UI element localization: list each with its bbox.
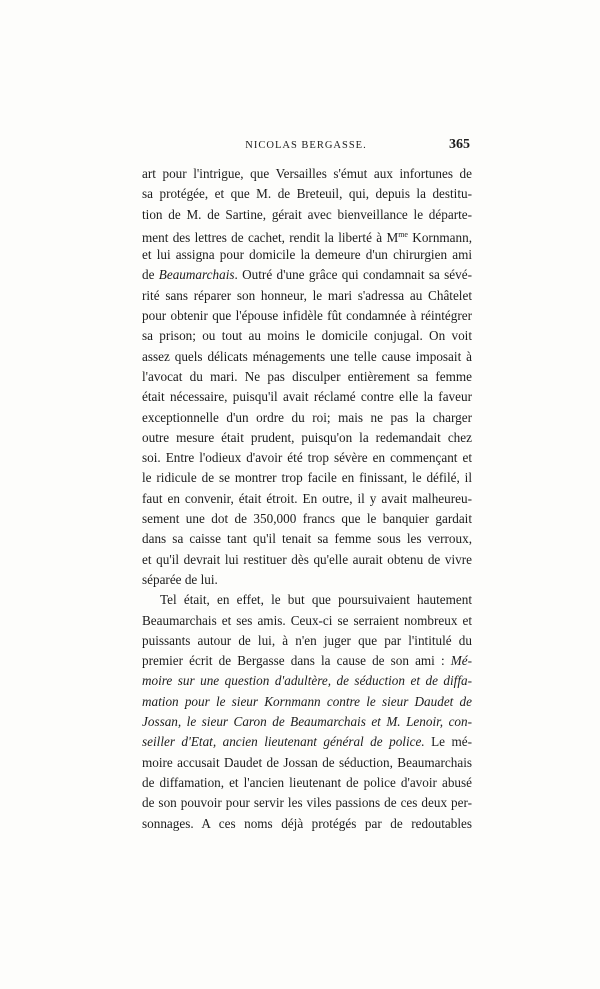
italic-line: mation pour le sieur Kornmann contre le sieur Daudet de [142,693,472,709]
text-line: dans sa caisse tant qu'il tenait sa femme sous les verroux, [142,531,472,547]
text-line: le ridicule de se montrer trop facile en finissant, le défilé, il [142,470,472,486]
italic-line: Jossan, le sieur Caron de Beaumarchais et M. Lenoir, con- [142,714,472,730]
page-number: 365 [449,137,470,152]
text-line: séparée de lui. [142,571,218,587]
text-line [142,225,472,245]
text-line: Beaumarchais et ses amis. Ceux-ci se serraient nombreux et [142,612,472,628]
text-line: rité sans réparer son honneur, le mari s'adressa au Châtelet [142,287,472,303]
text-line: et qu'il devrait lui restituer dès qu'elle aurait obtenu de vivre [142,551,472,567]
italic-segment: Mé- [450,653,472,669]
text-line: soi. Entre l'odieux d'avoir été trop sévère en commençant et [142,450,472,466]
text-line [142,265,472,285]
italic-segment: Beaumarchais [158,267,235,283]
text-line: tion de M. de Sartine, gérait avec bienveillance le départe- [142,206,472,222]
text-line: assez quels délicats ménagements une telle cause imposait à [142,348,472,364]
text-segment: Kornmann, [407,229,472,245]
text-line: moire accusait Daudet de Jossan de séduction, Beaumarchais [142,754,472,770]
text-segment: Le mé- [424,734,472,750]
text-segment: . Outré d'une grâce qui condamnait sa sévé- [234,267,472,283]
text-line: et lui assigna pour domicile la demeure d'un chirurgien ami [142,247,472,263]
text-line: outre mesure était prudent, puisqu'on la redemandait chez [142,429,472,445]
italic-segment: seiller d'Etat, ancien lieutenant général de police. [142,734,425,750]
text-segment: premier écrit de Bergasse dans la cause de son ami : [142,653,451,669]
text-line: puissants autour de lui, à n'en juger que par l'intitulé du [142,632,472,648]
running-title: NICOLAS BERGASSE. [245,140,367,151]
text-line [142,732,472,752]
page-header [142,137,470,157]
text-line: exceptionnelle d'un ordre du roi; mais ne pas la charger [142,409,472,425]
text-line: pour obtenir que l'épouse infidèle fût condamnée à réintégrer [142,308,472,324]
text-line: sa prison; ou tout au moins le domicile conjugal. On voit [142,328,472,344]
text-line: sa protégée, et que M. de Breteuil, qui, depuis la destitu- [142,186,472,202]
text-line: faut en convenir, était étroit. En outre, il y avait malheureu- [142,490,472,506]
text-segment: de [142,267,159,283]
text-segment: ment des lettres de cachet, rendit la liberté à M [142,229,399,245]
text-line: de son pouvoir pour servir les viles passions de ces deux per- [142,795,472,811]
paragraph-2 [142,590,472,834]
text-line: de diffamation, et l'ancien lieutenant de police d'avoir abusé [142,774,472,790]
text-line: art pour l'intrigue, que Versailles s'émut aux infortunes de [142,166,472,181]
superscript: me [398,229,408,239]
text-line: Tel était, en effet, le but que poursuivaient hautement [160,592,472,608]
text-line [142,651,472,671]
paragraph-1 [142,164,472,590]
italic-line: moire sur une question d'adultère, de séduction et de diffa- [142,673,472,689]
text-line: sonnages. A ces noms déjà protégés par de redoutables [142,815,472,831]
text-line: sement une dot de 350,000 francs que le banquier gardait [142,511,472,527]
text-line: l'avocat du mari. Ne pas disculper entièrement sa femme [142,368,472,384]
body-text [142,164,472,834]
text-line: était nécessaire, puisqu'il avait réclamé contre elle la faveur [142,389,472,405]
